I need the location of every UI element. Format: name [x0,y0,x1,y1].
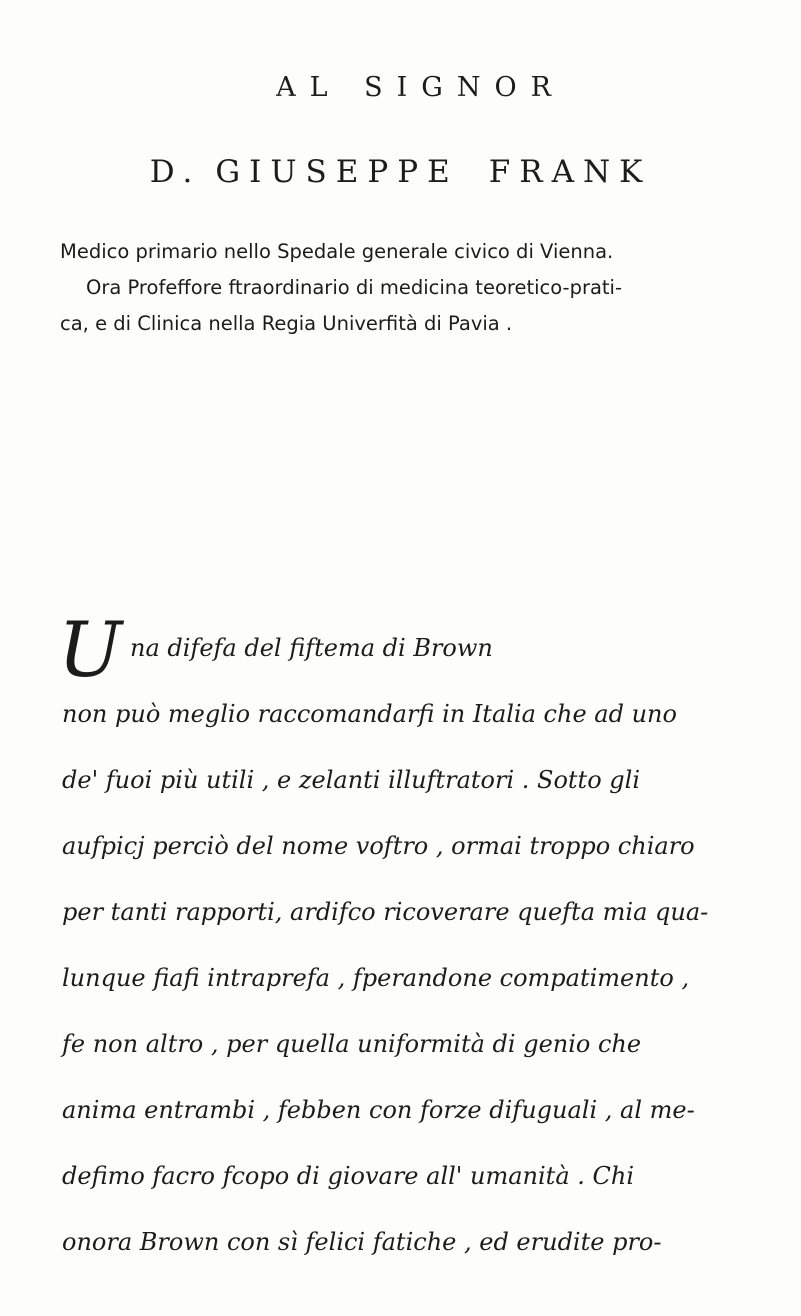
body-line: fe non altro , per quella uniformità di genio che [62,1030,642,1058]
subtitle-line-1: Medico primario nello Spedale generale civico di Vienna. [60,240,614,263]
subtitle-line-2: Ora Profeffore ftraordinario di medicina teoretico-prati- [86,276,623,299]
name-prefix: D. [149,154,202,190]
dedication-heading: AL SIGNOR [276,72,565,103]
body-line: per tanti rapporti, ardifco ricoverare quefta mia qua- [62,898,709,926]
body-line: non può meglio raccomandarfi in Italia che ad uno [62,700,677,728]
body-line: lunque fiafi intraprefa , fperandone compatimento , [62,964,690,992]
body-line: anima entrambi , febben con forze difuguali , al me- [62,1096,695,1124]
surname: FRANK [488,154,652,190]
drop-cap: U [58,605,123,694]
body-line: na difefa del fiftema di Brown [130,634,493,662]
body-line: onora Brown con sì felici fatiche , ed erudite pro- [62,1228,662,1256]
body-line: defimo facro fcopo di giovare all' umanità . Chi [62,1162,635,1190]
body-line: de' fuoi più utili , e zelanti illuftratori . Sotto gli [62,766,640,794]
subtitle-line-3: ca, e di Clinica nella Regia Univerfità di Pavia . [60,312,513,335]
dedicatee-name [0,154,801,190]
body-line: aufpicj perciò del nome voftro , ormai troppo chiaro [62,832,695,860]
given-name: GIUSEPPE [215,154,459,190]
